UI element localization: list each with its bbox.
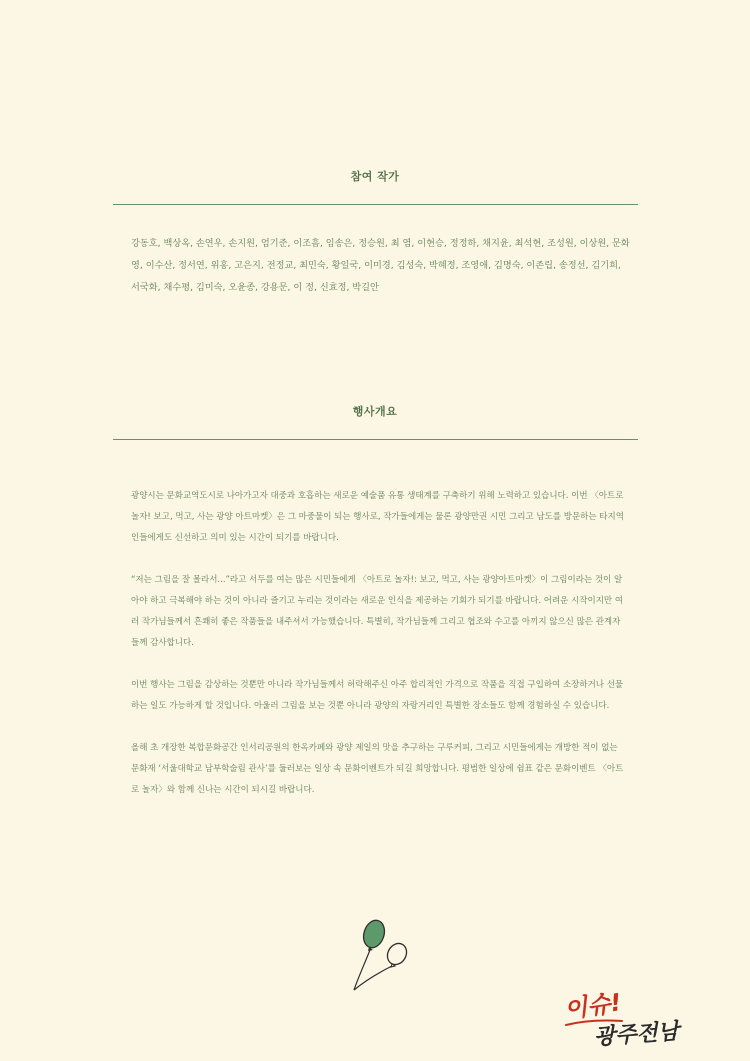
artists-divider bbox=[113, 204, 638, 205]
balloon-icon bbox=[340, 910, 420, 1000]
overview-paragraph: 올해 초 개장한 복합문화공간 인서리공원의 한옥카페와 광양 제일의 맛을 추구하는 구루커피, 그리고 시민들에게는 개방한 적이 없는 문화재 ‘서울대학교 남부학술림 관사’를 둘러보는 일상 속 문화이벤트가 되길 희망합니다. 평범한 일상에 쉼표 같은 문화이벤트 〈아트로 놀자〉와 함께 신나는 시간이 되시길 바랍니다. bbox=[131, 743, 624, 795]
logo-line2: 광주전남 bbox=[593, 1019, 680, 1051]
artists-list: 강동호, 백상옥, 손연우, 손지원, 엄기준, 이조흠, 임송은, 정승원, 최 염, 이현승, 정정하, 채지윤, 최석현, 조성원, 이상원, 문화영, 이수산, 정서연, 위홍, 고은지, 전정교, 최민숙, 황일국, 이미경, 김성숙, 박혜정, 조영애, 김명숙, 이존립, 송정선, 김기희, 서국화, 채수평, 김미숙, 오윤종, 강용문, 이 정, 신효정, 박길안 bbox=[131, 238, 630, 293]
overview-divider bbox=[113, 439, 638, 440]
overview-section-title: 행사개요 bbox=[352, 405, 398, 418]
issue-gwangju-jeonnam-logo bbox=[560, 985, 720, 1055]
overview-paragraph: “저는 그림을 잘 몰라서...”라고 서두를 여는 많은 시민들에게 〈아트로 놀자!: 보고, 먹고, 사는 광양아트마켓〉이 그림이라는 것이 알아야 하고 극복해야 하는 것이 아니라 즐기고 누리는 것이라는 새로운 인식을 제공하는 기회가 되기를 바랍니다. 어려운 시작이지만 여러 작가님들께서 흔쾌히 좋은 작품들을 내주셔서 가능했습니다. 특별히, 작가님들께 그리고 협조와 수고를 아끼지 않으신 많은 관계자들께 감사합니다. bbox=[131, 575, 624, 648]
overview-paragraph: 광양시는 문화교역도시로 나아가고자 대중과 호흡하는 새로운 예술품 유통 생태계를 구축하기 위해 노력하고 있습니다. 이번 〈아트로 놀자! 보고, 먹고, 사는 광양 아트마켓〉은 그 마중물이 되는 행사로, 작가들에게는 물론 광양만권 시민 그리고 남도를 방문하는 타지역인들에게도 신선하고 의미 있는 시간이 되기를 바랍니다. bbox=[131, 491, 624, 543]
overview-body bbox=[131, 486, 626, 822]
overview-paragraph: 이번 행사는 그림을 감상하는 것뿐만 아니라 작가님들께서 허락해주신 아주 합리적인 가격으로 작품을 직접 구입하여 소장하거나 선물하는 일도 가능하게 할 것입니다. 아울러 그림을 보는 것뿐 아니라 광양의 자랑거리인 특별한 장소들도 함께 경험하실 수 있습니다. bbox=[131, 680, 624, 711]
logo-line1: 이슈! bbox=[562, 988, 624, 1024]
artists-section-title: 참여 작가 bbox=[350, 170, 400, 183]
